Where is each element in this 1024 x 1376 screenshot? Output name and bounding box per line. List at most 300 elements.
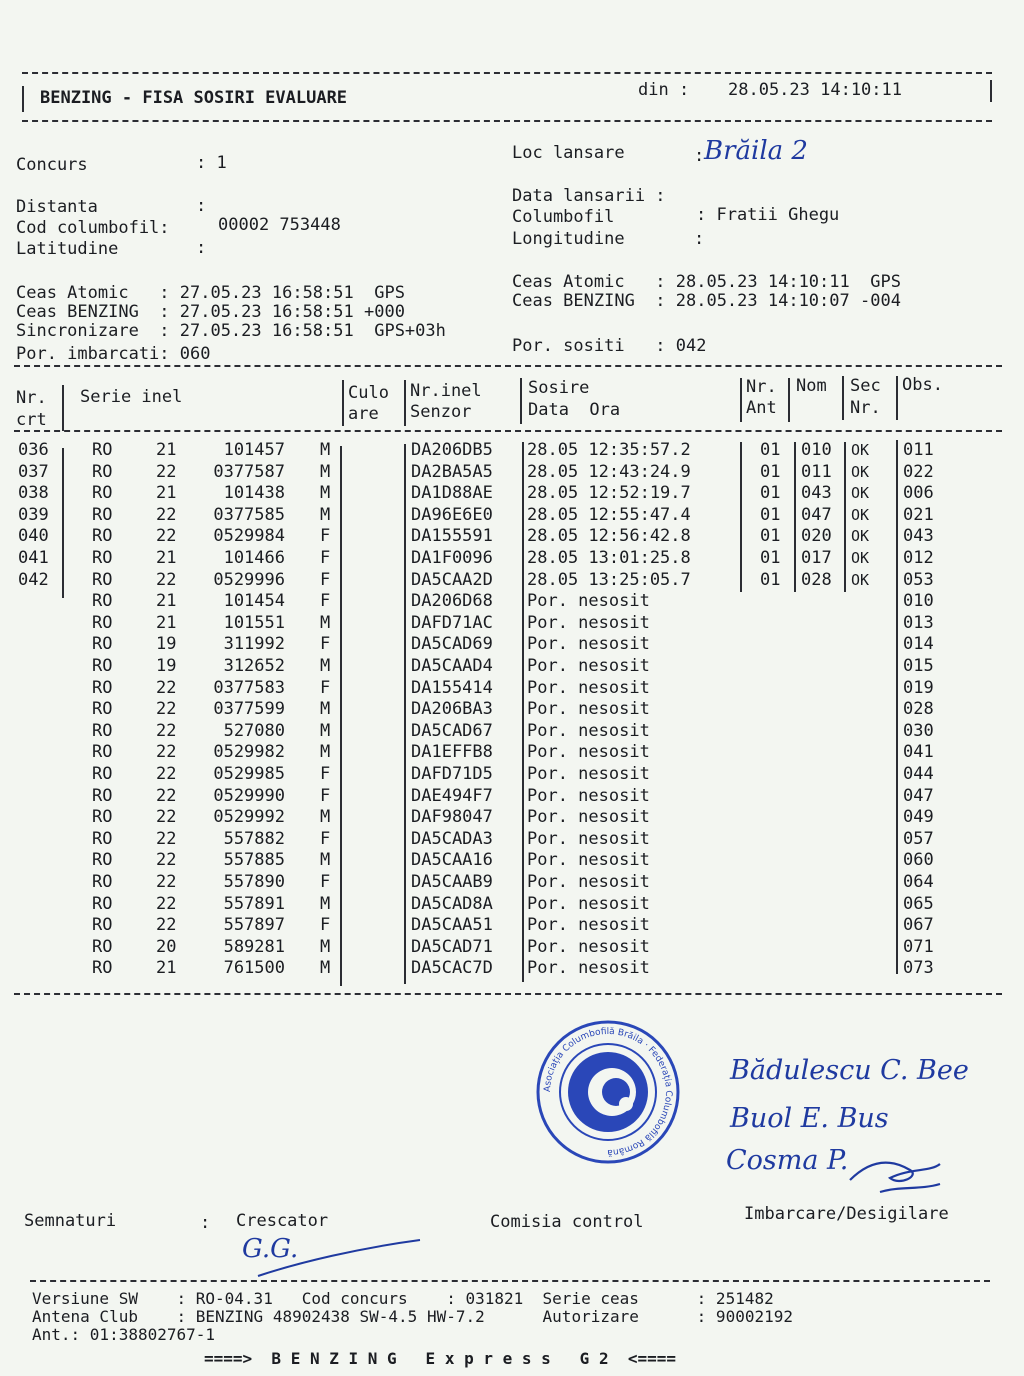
- row-year: 21: [156, 483, 177, 504]
- row-country: RO: [92, 591, 113, 612]
- row-arrival: Por. nesosit: [527, 699, 650, 720]
- row-country: RO: [92, 504, 113, 525]
- row-sensor-ring: DA5CAAB9: [411, 872, 493, 892]
- row-country: RO: [92, 828, 113, 849]
- table-row: [0, 526, 1024, 547]
- col-header-nrinel: Nr.inel: [410, 381, 482, 401]
- concurs-value: : 1: [196, 153, 227, 173]
- body-sep-sosire: [740, 442, 742, 592]
- crescator-label: Crescator: [236, 1211, 329, 1231]
- row-year: 22: [156, 850, 177, 871]
- row-arrival: Por. nesosit: [527, 634, 650, 655]
- por-sositi: Por. sositi : 042: [512, 336, 707, 356]
- row-antenna: 01: [760, 461, 781, 482]
- row-ring-number: 101438: [223, 483, 285, 504]
- row-arrival: 28.05 13:01:25.8: [527, 548, 691, 568]
- header-left-bar: [22, 86, 24, 112]
- row-country: RO: [92, 742, 113, 763]
- row-sensor-ring: DAFD71AC: [411, 612, 493, 633]
- row-obs: 057: [903, 828, 934, 849]
- columbofil-value: : Fratii Ghegu: [696, 205, 840, 225]
- loc-lansare-label: Loc lansare: [512, 143, 625, 163]
- header-right-bar: [990, 80, 992, 102]
- row-arrival: Por. nesosit: [527, 742, 650, 763]
- row-sex: F: [320, 785, 331, 806]
- row-ring-number: 527080: [223, 720, 285, 741]
- row-year: 22: [156, 699, 177, 720]
- row-nr-crt: 041: [18, 548, 49, 568]
- row-security: OK: [851, 484, 870, 503]
- row-security: OK: [851, 549, 870, 567]
- commission-signature-3: Cosma P.: [726, 1145, 849, 1176]
- col-header-ant: Ant: [746, 398, 777, 418]
- row-nom: 043: [801, 483, 832, 504]
- cod-columbofil-value: 00002 753448: [218, 215, 341, 235]
- row-obs: 064: [903, 872, 934, 892]
- row-arrival: 28.05 13:25:05.7: [527, 569, 691, 590]
- row-sex: M: [320, 699, 331, 720]
- ceas-benzing-start: Ceas BENZING : 27.05.23 16:58:51 +000: [16, 302, 405, 322]
- row-antenna: 01: [760, 440, 781, 460]
- row-sensor-ring: DA5CADA3: [411, 828, 493, 849]
- row-antenna: 01: [760, 569, 781, 590]
- crescator-signature: G.G.: [242, 1234, 299, 1264]
- row-country: RO: [92, 634, 113, 655]
- table-row: [0, 850, 1024, 871]
- table-row: [0, 699, 1024, 720]
- row-sensor-ring: DA5CAA2D: [411, 569, 493, 590]
- row-year: 21: [156, 440, 177, 460]
- row-sensor-ring: DA5CAAD4: [411, 656, 493, 676]
- body-sep-sec: [896, 440, 898, 974]
- row-ring-number: 0529985: [213, 764, 285, 784]
- row-ring-number: 589281: [223, 936, 285, 957]
- loc-lansare-handwritten: Brăila 2: [704, 136, 808, 166]
- row-ring-number: 311992: [223, 634, 285, 655]
- row-ring-number: 0377587: [213, 461, 285, 482]
- row-year: 22: [156, 461, 177, 482]
- row-sex: F: [320, 634, 331, 655]
- header-bottom-rule: [22, 120, 992, 122]
- row-ring-number: 761500: [223, 958, 285, 979]
- row-year: 22: [156, 828, 177, 849]
- table-row: [0, 829, 1024, 850]
- row-ring-number: 0529984: [213, 526, 285, 547]
- row-country: RO: [92, 440, 113, 460]
- row-antenna: 01: [760, 526, 781, 547]
- row-sex: M: [320, 656, 331, 676]
- row-arrival: Por. nesosit: [527, 677, 650, 698]
- row-arrival: Por. nesosit: [527, 720, 650, 741]
- row-ring-number: 557885: [223, 850, 285, 871]
- row-country: RO: [92, 785, 113, 806]
- row-ring-number: 312652: [223, 656, 285, 676]
- table-row: [0, 764, 1024, 785]
- row-year: 21: [156, 591, 177, 612]
- header-top-rule: [22, 72, 992, 74]
- row-sex: M: [320, 612, 331, 633]
- row-country: RO: [92, 893, 113, 914]
- row-obs: 053: [903, 569, 934, 590]
- row-sensor-ring: DAE494F7: [411, 785, 493, 806]
- col-sep-ant: [788, 378, 790, 422]
- row-year: 22: [156, 504, 177, 525]
- row-obs: 010: [903, 591, 934, 612]
- row-antenna: 01: [760, 483, 781, 504]
- row-arrival: Por. nesosit: [527, 612, 650, 633]
- row-sensor-ring: DA2BA5A5: [411, 461, 493, 482]
- row-nom: 028: [801, 569, 832, 590]
- row-country: RO: [92, 958, 113, 979]
- row-country: RO: [92, 461, 113, 482]
- row-arrival: Por. nesosit: [527, 785, 650, 806]
- body-sep-nr: [62, 448, 64, 598]
- row-nr-crt: 038: [18, 483, 49, 504]
- row-nom: 047: [801, 504, 832, 525]
- row-arrival: 28.05 12:43:24.9: [527, 461, 691, 482]
- row-ring-number: 101466: [223, 548, 285, 568]
- row-sensor-ring: DA206BA3: [411, 699, 493, 720]
- row-country: RO: [92, 656, 113, 676]
- row-country: RO: [92, 569, 113, 590]
- body-sep-senzor: [522, 442, 524, 982]
- row-sensor-ring: DA206DB5: [411, 440, 493, 460]
- commission-signature-1: Bădulescu C. Bee: [730, 1055, 969, 1086]
- row-arrival: Por. nesosit: [527, 656, 650, 676]
- row-arrival: Por. nesosit: [527, 591, 650, 612]
- row-sex: F: [320, 526, 331, 547]
- row-obs: 015: [903, 656, 934, 676]
- table-row: [0, 591, 1024, 612]
- row-arrival: Por. nesosit: [527, 828, 650, 849]
- row-sex: M: [320, 461, 331, 482]
- col-header-sec: Sec: [850, 376, 881, 396]
- row-country: RO: [92, 872, 113, 892]
- row-year: 22: [156, 872, 177, 892]
- row-sensor-ring: DA5CAA51: [411, 915, 493, 936]
- col-header-sosire: Sosire: [528, 378, 590, 398]
- row-year: 22: [156, 807, 177, 828]
- row-nr-crt: 042: [18, 569, 49, 590]
- row-obs: 060: [903, 850, 934, 871]
- row-sex: F: [320, 872, 331, 892]
- col-header-serie: Serie inel: [80, 387, 183, 407]
- row-sensor-ring: DA5CAD69: [411, 634, 493, 655]
- col-sep-nr: [62, 385, 64, 431]
- latitudine-label: Latitudine: [16, 239, 119, 259]
- ceas-atomic-end: Ceas Atomic : 28.05.23 14:10:11 GPS: [512, 272, 901, 292]
- row-ring-number: 0377599: [213, 699, 285, 720]
- body-sep-nom: [844, 442, 846, 592]
- row-country: RO: [92, 548, 113, 568]
- row-sex: M: [320, 504, 331, 525]
- row-sensor-ring: DAF98047: [411, 807, 493, 828]
- stamp-ring-text: Asociația Columbofilă Brăila · Federația Columbofilă Română: [542, 1026, 674, 1158]
- col-sep-sec: [896, 376, 898, 420]
- longitudine-label: Longitudine: [512, 229, 625, 249]
- row-arrival: Por. nesosit: [527, 958, 650, 979]
- row-country: RO: [92, 677, 113, 698]
- concurs-label: Concurs: [16, 155, 88, 175]
- row-sex: F: [320, 915, 331, 936]
- semnaturi-label: Semnaturi: [24, 1211, 117, 1231]
- row-sex: F: [320, 569, 331, 590]
- col-sep-culo: [404, 380, 406, 426]
- col-header-obs: Obs.: [902, 375, 943, 395]
- row-ring-number: 0377583: [213, 677, 285, 698]
- row-obs: 073: [903, 958, 934, 979]
- row-ring-number: 557897: [223, 915, 285, 936]
- row-obs: 065: [903, 893, 934, 914]
- row-sensor-ring: DA155414: [411, 677, 493, 698]
- footer-brand-line: ====> B E N Z I N G E x p r e s s G 2 <====: [204, 1349, 677, 1368]
- row-year: 19: [156, 634, 177, 655]
- table-row: [0, 742, 1024, 763]
- row-country: RO: [92, 612, 113, 633]
- comisia-control-label: Comisia control: [490, 1212, 644, 1232]
- ceas-benzing-end: Ceas BENZING : 28.05.23 14:10:07 -004: [512, 291, 901, 311]
- col-header-senzor: Senzor: [410, 402, 472, 422]
- row-country: RO: [92, 526, 113, 547]
- table-row: [0, 894, 1024, 915]
- row-obs: 021: [903, 504, 934, 525]
- row-ring-number: 557882: [223, 828, 285, 849]
- row-year: 22: [156, 893, 177, 914]
- row-obs: 022: [903, 461, 934, 482]
- row-antenna: 01: [760, 504, 781, 525]
- imbarcare-desigilare-label: Imbarcare/Desigilare: [744, 1204, 949, 1224]
- row-sensor-ring: DA5CAA16: [411, 850, 493, 871]
- info-bottom-rule: [14, 365, 1002, 367]
- col-sep-senzor: [520, 378, 522, 424]
- row-nr-crt: 037: [18, 461, 49, 482]
- table-row: [0, 570, 1024, 591]
- row-year: 22: [156, 915, 177, 936]
- col-header-data-ora: Data Ora: [528, 400, 621, 420]
- row-ring-number: 0377585: [213, 504, 285, 525]
- row-sensor-ring: DA1D88AE: [411, 483, 493, 504]
- row-sex: M: [320, 720, 331, 741]
- row-country: RO: [92, 764, 113, 784]
- row-country: RO: [92, 720, 113, 741]
- row-sex: F: [320, 764, 331, 784]
- row-security: OK: [851, 462, 870, 481]
- commission-signature-scribble: [840, 1140, 950, 1200]
- por-imbarcati: Por. imbarcati: 060: [16, 344, 211, 364]
- row-arrival: Por. nesosit: [527, 936, 650, 957]
- table-row: [0, 613, 1024, 634]
- table-bottom-rule: [14, 993, 1002, 995]
- row-security: OK: [851, 505, 870, 524]
- row-obs: 044: [903, 764, 934, 784]
- row-sex: F: [320, 548, 331, 568]
- row-obs: 028: [903, 699, 934, 720]
- row-nr-crt: 039: [18, 504, 49, 525]
- row-ring-number: 101454: [223, 591, 285, 612]
- row-obs: 014: [903, 634, 934, 655]
- row-year: 22: [156, 742, 177, 763]
- row-security: OK: [851, 527, 870, 546]
- body-sep-ant: [794, 442, 796, 592]
- row-arrival: 28.05 12:56:42.8: [527, 526, 691, 547]
- table-row: [0, 483, 1024, 504]
- table-row: [0, 958, 1024, 979]
- row-sensor-ring: DA5CAD67: [411, 720, 493, 741]
- row-arrival: 28.05 12:55:47.4: [527, 504, 691, 525]
- row-sensor-ring: DA96E6E0: [411, 504, 493, 525]
- row-obs: 041: [903, 742, 934, 763]
- row-arrival: Por. nesosit: [527, 872, 650, 892]
- row-nom: 011: [801, 461, 832, 482]
- table-header-rule: [14, 430, 1002, 432]
- row-sex: M: [320, 807, 331, 828]
- row-country: RO: [92, 699, 113, 720]
- col-header-nom: Nom: [796, 376, 827, 396]
- row-sex: M: [320, 483, 331, 504]
- footer-antena-line: Antena Club : BENZING 48902438 SW-4.5 HW-7.2 Autorizare : 90002192: [32, 1307, 793, 1326]
- row-arrival: Por. nesosit: [527, 893, 650, 914]
- row-ring-number: 0529982: [213, 742, 285, 763]
- row-sensor-ring: DA1EFFB8: [411, 742, 493, 763]
- row-nom: 020: [801, 526, 832, 547]
- table-row: [0, 505, 1024, 526]
- row-nom: 017: [801, 548, 832, 568]
- row-sensor-ring: DAFD71D5: [411, 764, 493, 784]
- row-obs: 019: [903, 677, 934, 698]
- row-sex: M: [320, 850, 331, 871]
- col-header-crt: crt: [16, 410, 47, 430]
- row-nr-crt: 040: [18, 526, 49, 547]
- row-sex: M: [320, 958, 331, 979]
- row-arrival: Por. nesosit: [527, 850, 650, 871]
- table-row: [0, 634, 1024, 655]
- row-obs: 013: [903, 612, 934, 633]
- row-obs: 012: [903, 548, 934, 568]
- row-sex: M: [320, 742, 331, 763]
- table-row: [0, 721, 1024, 742]
- row-sensor-ring: DA206D68: [411, 591, 493, 612]
- col-header-nr: Nr.: [16, 388, 47, 408]
- table-row: [0, 937, 1024, 958]
- semnaturi-colon: :: [200, 1213, 211, 1233]
- ceas-atomic-start: Ceas Atomic : 27.05.23 16:58:51 GPS: [16, 283, 405, 303]
- row-security: OK: [851, 441, 870, 459]
- row-year: 21: [156, 612, 177, 633]
- footer-versiune-line: Versiune SW : RO-04.31 Cod concurs : 031821 Serie ceas : 251482: [32, 1289, 774, 1308]
- row-year: 22: [156, 720, 177, 741]
- row-ring-number: 0529996: [213, 569, 285, 590]
- row-year: 22: [156, 785, 177, 806]
- body-sep-serie: [340, 446, 342, 986]
- row-nr-crt: 036: [18, 440, 49, 460]
- table-row: [0, 462, 1024, 483]
- cod-columbofil-label: Cod columbofil:: [16, 218, 170, 238]
- row-sensor-ring: DA5CAD71: [411, 936, 493, 957]
- row-ring-number: 557890: [223, 872, 285, 892]
- row-year: 22: [156, 677, 177, 698]
- row-arrival: 28.05 12:52:19.7: [527, 483, 691, 504]
- row-ring-number: 101551: [223, 612, 285, 633]
- col-header-nr-ant: Nr.: [746, 377, 777, 397]
- row-obs: 011: [903, 440, 934, 460]
- row-obs: 067: [903, 915, 934, 936]
- row-year: 21: [156, 548, 177, 568]
- row-sex: M: [320, 936, 331, 957]
- row-year: 22: [156, 569, 177, 590]
- row-arrival: Por. nesosit: [527, 807, 650, 828]
- col-sep-serie: [342, 380, 344, 426]
- columbofil-label: Columbofil: [512, 207, 615, 227]
- distanta-value: :: [196, 196, 207, 216]
- row-sex: F: [320, 677, 331, 698]
- row-security: OK: [851, 570, 870, 589]
- row-obs: 071: [903, 936, 934, 957]
- row-ring-number: 0529992: [213, 807, 285, 828]
- row-year: 20: [156, 936, 177, 957]
- row-sensor-ring: DA5CAC7D: [411, 958, 493, 979]
- col-header-are: are: [348, 404, 379, 424]
- club-stamp: [534, 1018, 682, 1166]
- row-arrival: Por. nesosit: [527, 915, 650, 936]
- sincronizare: Sincronizare : 27.05.23 16:58:51 GPS+03h: [16, 321, 446, 341]
- row-sex: M: [320, 893, 331, 914]
- loc-lansare-colon: :: [694, 146, 705, 166]
- row-country: RO: [92, 807, 113, 828]
- row-nom: 010: [801, 440, 832, 460]
- latitudine-value: :: [196, 238, 207, 258]
- table-row: [0, 807, 1024, 828]
- footer-top-rule: [30, 1280, 990, 1282]
- col-header-culo: Culo: [348, 383, 389, 403]
- data-lansarii-label: Data lansarii :: [512, 186, 666, 206]
- row-country: RO: [92, 850, 113, 871]
- row-obs: 047: [903, 785, 934, 806]
- row-sensor-ring: DA155591: [411, 526, 493, 547]
- row-sex: M: [320, 440, 331, 460]
- table-row: [0, 656, 1024, 677]
- document-title: BENZING - FISA SOSIRI EVALUARE: [40, 88, 348, 108]
- row-sensor-ring: DA5CAD8A: [411, 893, 493, 914]
- row-year: 21: [156, 958, 177, 979]
- row-country: RO: [92, 483, 113, 504]
- col-sep-sosire: [740, 378, 742, 422]
- row-year: 22: [156, 526, 177, 547]
- longitudine-value: :: [694, 229, 705, 249]
- row-country: RO: [92, 936, 113, 957]
- table-row: [0, 440, 1024, 461]
- col-sep-nom: [842, 376, 844, 420]
- body-sep-culo: [404, 444, 406, 984]
- row-arrival: 28.05 12:35:57.2: [527, 440, 691, 460]
- distanta-label: Distanta: [16, 197, 98, 217]
- row-obs: 030: [903, 720, 934, 741]
- table-row: [0, 678, 1024, 699]
- row-year: 19: [156, 656, 177, 676]
- row-antenna: 01: [760, 548, 781, 568]
- row-sensor-ring: DA1F0096: [411, 548, 493, 568]
- table-row: [0, 872, 1024, 893]
- footer-ant-line: Ant.: 01:38802767-1: [32, 1325, 216, 1344]
- row-ring-number: 557891: [223, 893, 285, 914]
- row-obs: 049: [903, 807, 934, 828]
- col-header-sec-nr: Nr.: [850, 398, 881, 418]
- row-ring-number: 0529990: [213, 785, 285, 806]
- crescator-signature-stroke: [250, 1232, 430, 1284]
- header-din-label: din :: [638, 80, 690, 100]
- row-sex: F: [320, 591, 331, 612]
- row-arrival: Por. nesosit: [527, 764, 650, 784]
- commission-signature-2: Buol E. Bus: [730, 1103, 889, 1134]
